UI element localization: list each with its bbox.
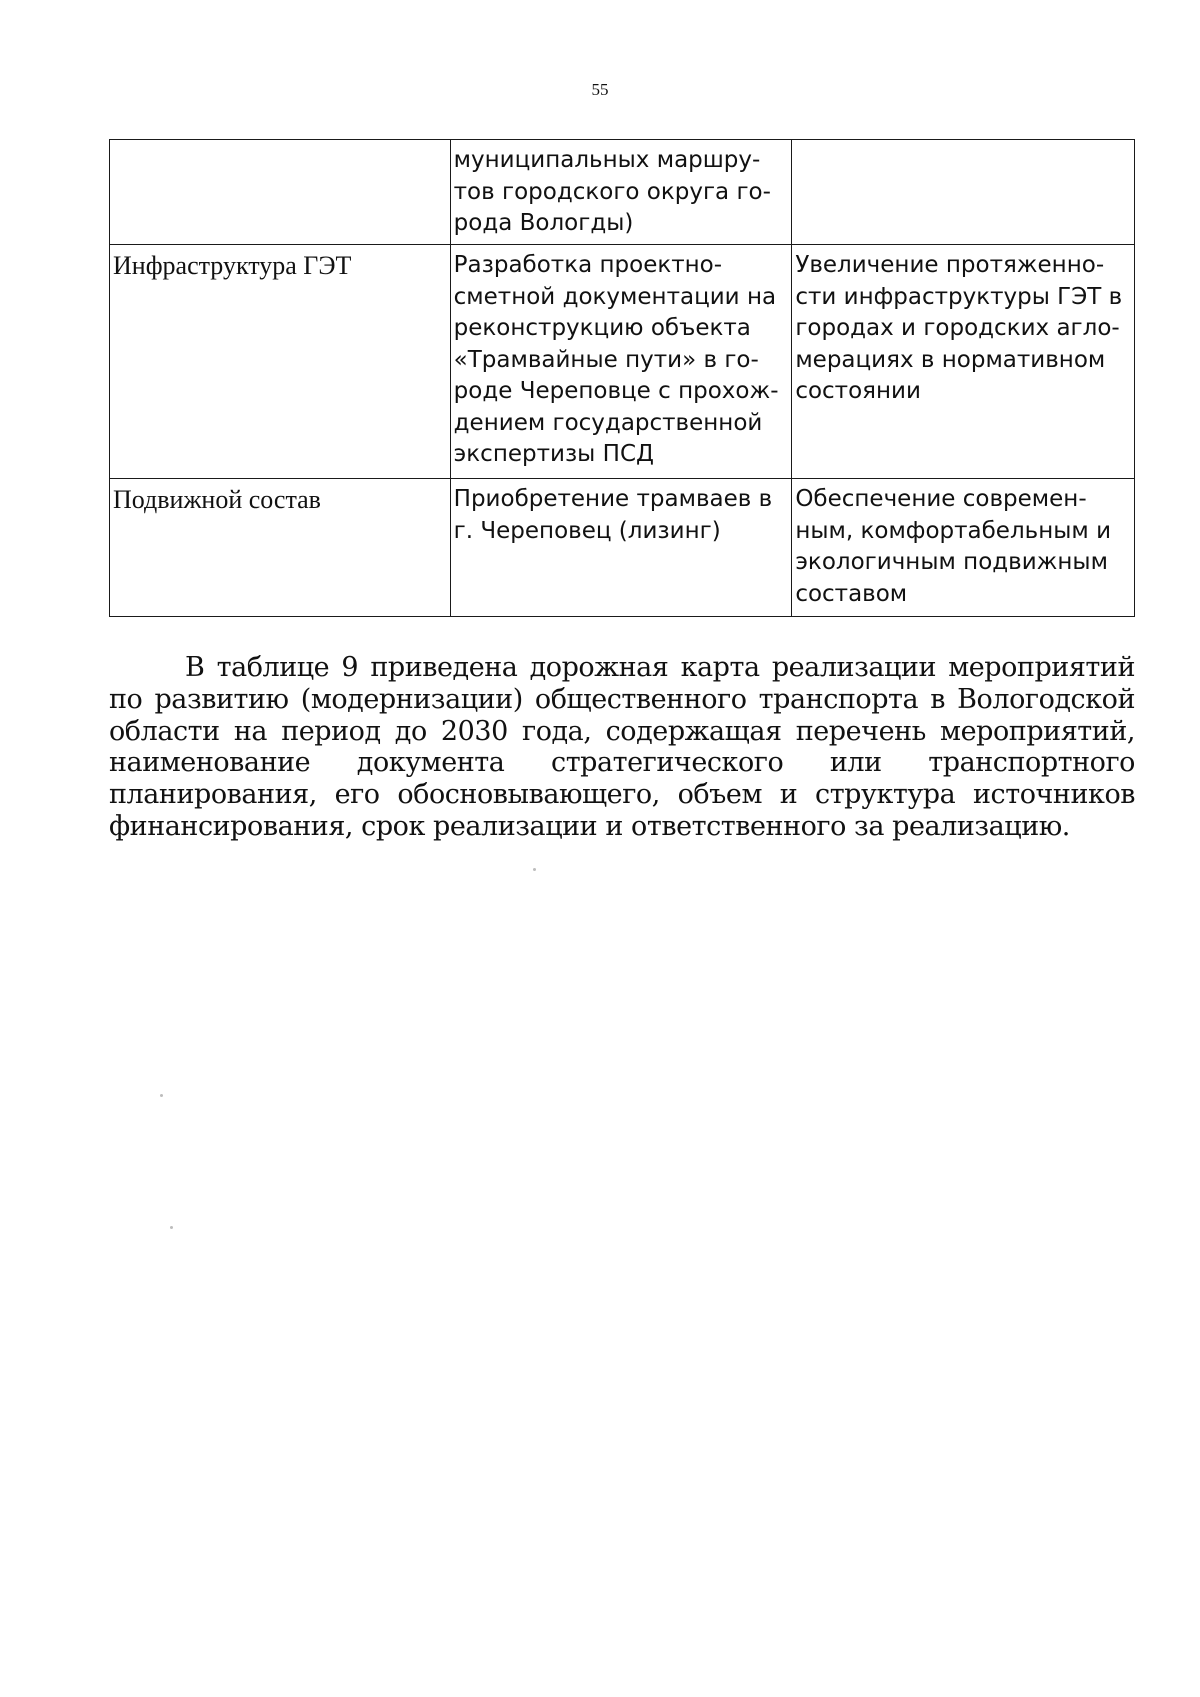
table-row [110,245,1135,479]
measure-text: муниципальных маршру- тов городского округа го- рода Вологды) [453,147,771,236]
table-row [110,479,1135,617]
table-cell-category [110,140,451,245]
table-cell-measure [450,479,792,617]
table-cell-result [792,245,1135,479]
table-cell-result [792,479,1135,617]
result-text: Обеспечение современ- ным, комфортабельным и экологичным подвижным составом [795,486,1112,607]
result-text: Увеличение протяженно- сти инфраструктуры ГЭТ в городах и городских агло- мерациях в нормативном состоянии [795,252,1123,404]
measures-table [109,139,1135,617]
table-cell-result [792,140,1135,245]
scan-speck [170,1226,173,1229]
category-text: Подвижной состав [113,485,321,514]
measure-text: Разработка проектно- сметной документации на реконструкцию объекта «Трамвайные пути» в го- роде Череповце с прохож- дением государственной экспертизы ПСД [453,252,779,467]
measure-text: Приобретение трамваев в г. Череповец (лизинг) [453,486,773,544]
body-paragraph: В таблице 9 приведена дорожная карта реализации мероприятий по развитию (модернизации) общественного транспорта в Вологодской области на период до 2030 года, содержащая перечень мероприятий, наименование документа стратегического или транспортного планирования, его обосновывающего, объем и структура источников финансирования, срок реализации и ответственного за реализацию. [109,652,1135,842]
table-cell-category [110,245,451,479]
scan-speck [160,1094,163,1097]
scan-speck [533,868,536,871]
table-cell-measure [450,140,792,245]
page-number: 55 [591,80,609,99]
table-cell-category [110,479,451,617]
table-row [110,140,1135,245]
table-cell-measure [450,245,792,479]
category-text: Инфраструктура ГЭТ [113,251,352,280]
